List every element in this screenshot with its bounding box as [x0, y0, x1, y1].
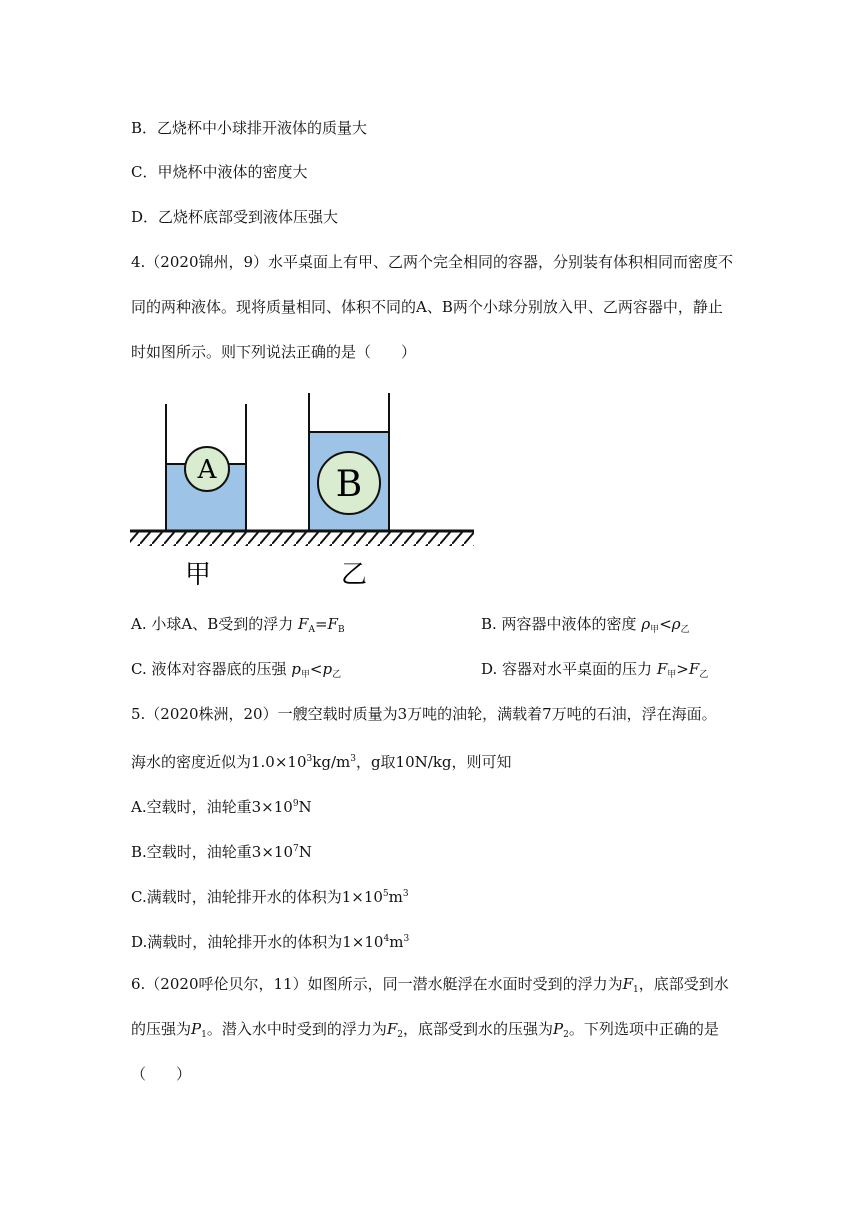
q4-options-row1	[131, 614, 731, 640]
q4-option-d: D. 容器对水平桌面的压力 $F_甲>F_乙$	[481, 660, 709, 680]
containers-diagram	[128, 390, 478, 590]
q5-stem-line2: 海水的密度近似为$1.0\times 10^3kg/m^3$，g取10N/kg，则可知	[131, 753, 512, 771]
q3-option-b: B．乙烧杯中小球排开液体的质量大	[131, 119, 368, 137]
q5-option-c: C.满载时，油轮排开水的体积为$1\times 10^5m^3$	[131, 888, 409, 906]
q3-option-c: C．甲烧杯中液体的密度大	[131, 163, 308, 181]
q4-stem-line1: 4.（2020锦州，9）水平桌面上有甲、乙两个完全相同的容器，分别装有体积相同而密度不	[131, 253, 734, 271]
table-hatch	[130, 532, 474, 546]
q4-option-b: B. 两容器中液体的密度 $\rho_甲<\rho_乙$	[481, 615, 690, 635]
ball-b-label: B	[335, 464, 363, 505]
q6-line3: （ ）	[131, 1065, 192, 1083]
q4-stem-line3: 时如图所示。则下列说法正确的是（ ）	[131, 343, 417, 361]
q4-stem-line2: 同的两种液体。现将质量相同、体积不同的A、B两个小球分别放入甲、乙两容器中，静止	[131, 298, 723, 316]
q4-option-c: C. 液体对容器底的压强 $p_甲<p_乙$	[131, 660, 342, 680]
q4-option-a: A. 小球A、B受到的浮力 $F_A=F_B$	[131, 615, 345, 635]
q3-option-d: D．乙烧杯底部受到液体压强大	[131, 208, 339, 226]
q4-options-row2	[131, 659, 731, 685]
q4-figure	[128, 390, 478, 594]
label-jia: 甲	[184, 560, 212, 590]
q6-line1: 6.（2020呼伦贝尔，11）如图所示，同一潜水艇浮在水面时受到的浮力为$F_1$，底部受到水	[131, 975, 729, 995]
label-yi: 乙	[340, 560, 368, 590]
q5-option-b: B.空载时，油轮重$3\times 10^7N$	[131, 843, 312, 861]
q5-stem-line1: 5.（2020株洲，20）一艘空载时质量为3万吨的油轮，满载着7万吨的石油，浮在海面。	[131, 705, 717, 723]
q5-option-d: D.满载时，油轮排开水的体积为$1\times 10^4m^3$	[131, 933, 410, 951]
q5-option-a: A.空载时，油轮重$3\times 10^9N$	[131, 798, 312, 816]
q6-line2: 的压强为$P_1$。潜入水中时受到的浮力为$F_2$，底部受到水的压强为$P_2$。下列选项中正确的是	[131, 1020, 719, 1040]
ball-a-label: A	[197, 455, 217, 485]
